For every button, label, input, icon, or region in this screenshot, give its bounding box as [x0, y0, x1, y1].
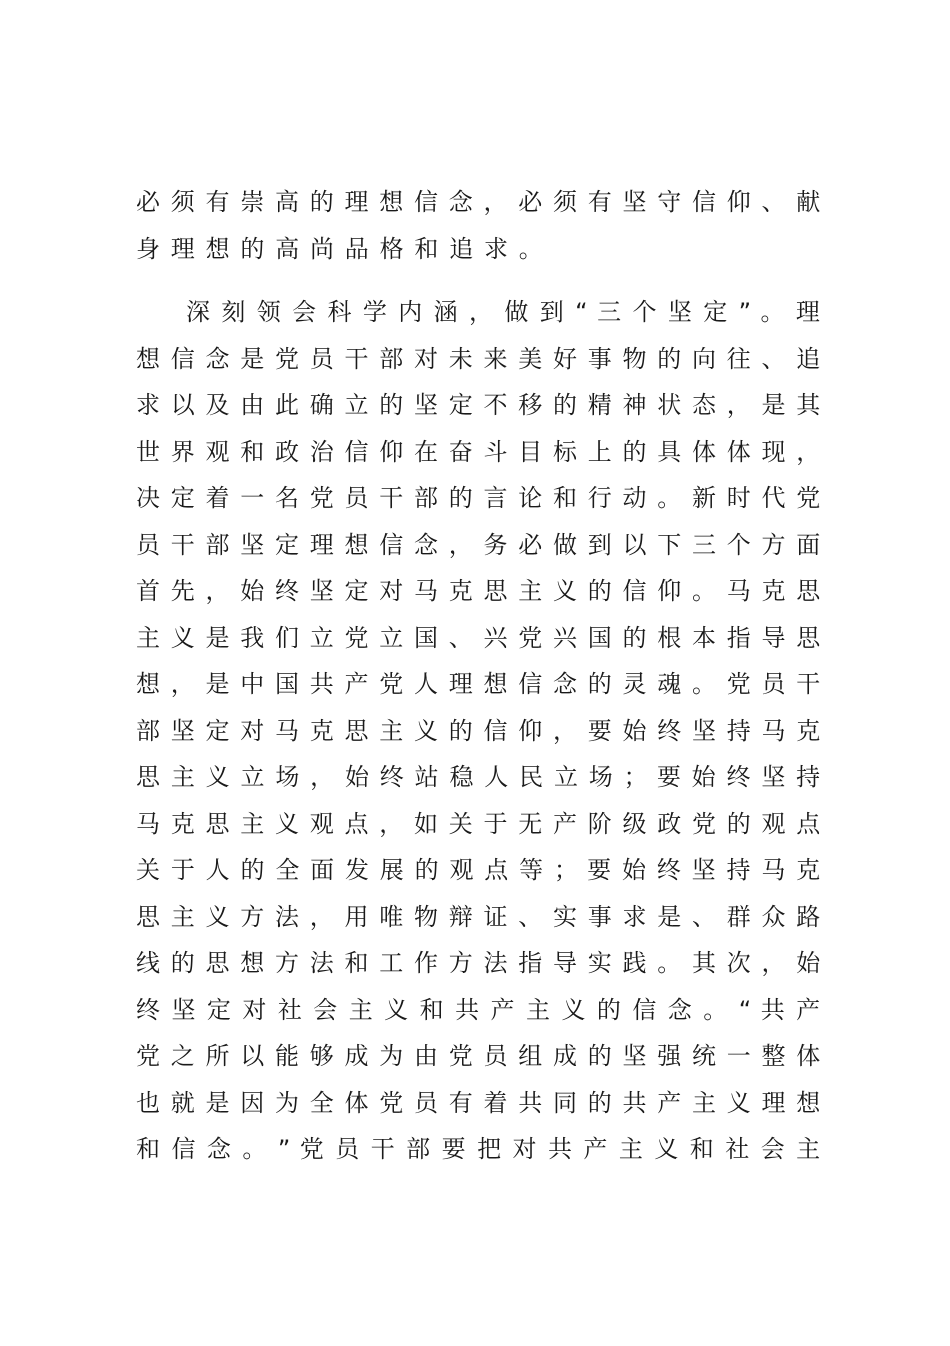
text-line: 员 干 部 坚 定 理 想 信 念 ， 务 必 做 到 以 下 三 个 方 面 — [136, 530, 821, 559]
text-line: 想 ， 是 中 国 共 产 党 人 理 想 信 念 的 灵 魂 。 党 员 干 — [136, 670, 821, 698]
text-line: 和 信 念 。 ” 党 员 干 部 要 把 对 共 产 主 义 和 社 会 主 — [136, 1135, 821, 1163]
text-line: 求 以 及 由 此 确 立 的 坚 定 不 移 的 精 神 状 态 ， 是 其 — [136, 391, 821, 419]
text-line: 部 坚 定 对 马 克 思 主 义 的 信 仰 ， 要 始 终 坚 持 马 克 — [136, 716, 821, 745]
text-line: 决 定 着 一 名 党 员 干 部 的 言 论 和 行 动 。 新 时 代 党 — [136, 484, 821, 512]
text-line: 党 之 所 以 能 够 成 为 由 党 员 组 成 的 坚 强 统 一 整 体 — [136, 1042, 821, 1070]
paragraph-2 — [136, 289, 820, 1173]
text-line: 深 刻 领 会 科 学 内 涵 ， 做 到 “ 三 个 坚 定 ” 。 理 — [186, 298, 820, 326]
text-line: 世 界 观 和 政 治 信 仰 在 奋 斗 目 标 上 的 具 体 体 现 ， — [136, 437, 821, 466]
text-line: 思 主 义 立 场 ， 始 终 站 稳 人 民 立 场 ； 要 始 终 坚 持 — [136, 763, 821, 791]
text-line: 身理想的高尚品格和追求。 — [136, 234, 554, 263]
text-line: 想 信 念 是 党 员 干 部 对 未 来 美 好 事 物 的 向 往 、 追 — [136, 344, 821, 373]
paragraph-1 — [136, 179, 820, 272]
text-line: 首 先 ， 始 终 坚 定 对 马 克 思 主 义 的 信 仰 。 马 克 思 — [136, 577, 821, 605]
text-line: 主 义 是 我 们 立 党 立 国 、 兴 党 兴 国 的 根 本 指 导 思 — [136, 623, 821, 652]
text-line: 线 的 思 想 方 法 和 工 作 方 法 指 导 实 践 。 其 次 ， 始 — [136, 949, 821, 977]
text-line: 马 克 思 主 义 观 点 ， 如 关 于 无 产 阶 级 政 党 的 观 点 — [136, 809, 821, 838]
text-line: 必 须 有 崇 高 的 理 想 信 念 ， 必 须 有 坚 守 信 仰 、 献 — [136, 188, 821, 216]
text-line: 思 主 义 方 法 ， 用 唯 物 辩 证 、 实 事 求 是 、 群 众 路 — [136, 902, 821, 931]
text-line: 也 就 是 因 为 全 体 党 员 有 着 共 同 的 共 产 主 义 理 想 — [136, 1088, 821, 1117]
text-line: 终 坚 定 对 社 会 主 义 和 共 产 主 义 的 信 念 。 “ 共 产 — [136, 995, 821, 1024]
text-line: 关 于 人 的 全 面 发 展 的 观 点 等 ； 要 始 终 坚 持 马 克 — [136, 856, 821, 884]
